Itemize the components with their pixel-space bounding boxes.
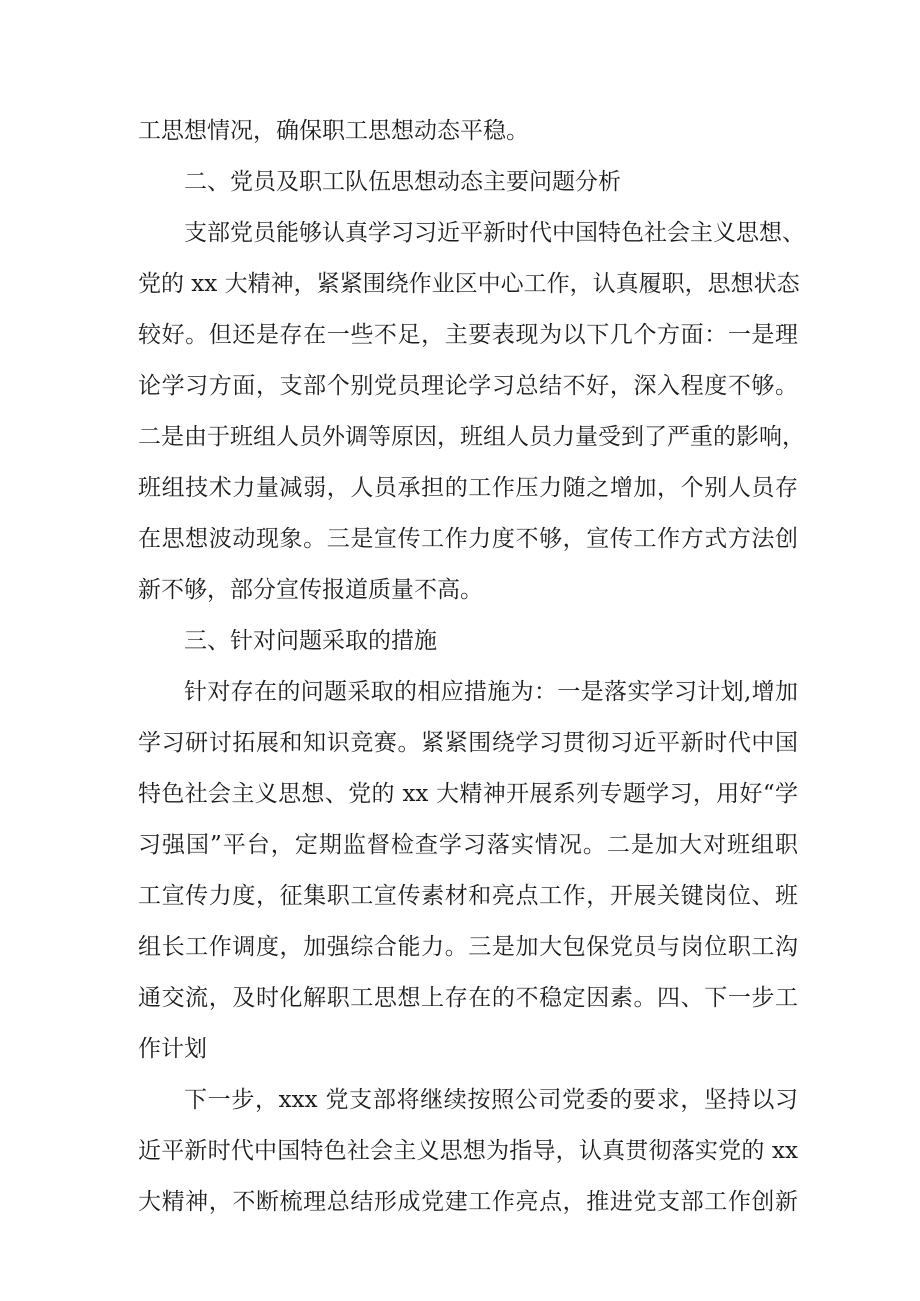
text-line: 新不够，部分宣传报道质量不高。 bbox=[138, 577, 483, 603]
text-line: 班组技术力量减弱，人员承担的工作压力随之增加，个别人员存 bbox=[138, 475, 798, 501]
text-line: 作计划 bbox=[138, 1036, 207, 1062]
text-line: 大精神，不断梳理总结形成党建工作亮点，推进党支部工作创新 bbox=[138, 1189, 798, 1215]
text-line: 针对存在的问题采取的相应措施为：一是落实学习计划,增加 bbox=[184, 679, 798, 705]
section-heading: 二、党员及职工队伍思想动态主要问题分析 bbox=[184, 169, 621, 195]
text-line: 在思想波动现象。三是宣传工作力度不够，宣传工作方式方法创 bbox=[138, 526, 798, 552]
text-line: 工思想情况，确保职工思想动态平稳。 bbox=[138, 118, 529, 144]
text-line: 下一步，xxx 党支部将继续按照公司党委的要求，坚持以习 bbox=[184, 1087, 798, 1113]
text-line: 较好。但还是存在一些不足，主要表现为以下几个方面：一是理 bbox=[138, 322, 798, 348]
text-line: 近平新时代中国特色社会主义思想为指导，认真贯彻落实党的 xx bbox=[138, 1138, 798, 1164]
text-line: 通交流，及时化解职工思想上存在的不稳定因素。四、下一步工 bbox=[138, 985, 798, 1011]
text-line: 论学习方面，支部个别党员理论学习总结不好，深入程度不够。 bbox=[138, 373, 798, 399]
text-line: 习强国”平台，定期监督检查学习落实情况。二是加大对班组职 bbox=[138, 832, 798, 858]
section-heading: 三、针对问题采取的措施 bbox=[184, 628, 437, 654]
text-line: 组长工作调度，加强综合能力。三是加大包保党员与岗位职工沟 bbox=[138, 934, 798, 960]
text-line: 党的 xx 大精神，紧紧围绕作业区中心工作，认真履职，思想状态 bbox=[138, 271, 800, 297]
text-line: 特色社会主义思想、党的 xx 大精神开展系列专题学习，用好“学 bbox=[138, 781, 798, 807]
text-line: 工宣传力度，征集职工宣传素材和亮点工作，开展关键岗位、班 bbox=[138, 883, 798, 909]
text-line: 支部党员能够认真学习习近平新时代中国特色社会主义思想、 bbox=[184, 220, 805, 246]
text-line: 二是由于班组人员外调等原因，班组人员力量受到了严重的影响， bbox=[138, 424, 805, 450]
text-line: 学习研讨拓展和知识竞赛。紧紧围绕学习贯彻习近平新时代中国 bbox=[138, 730, 798, 756]
